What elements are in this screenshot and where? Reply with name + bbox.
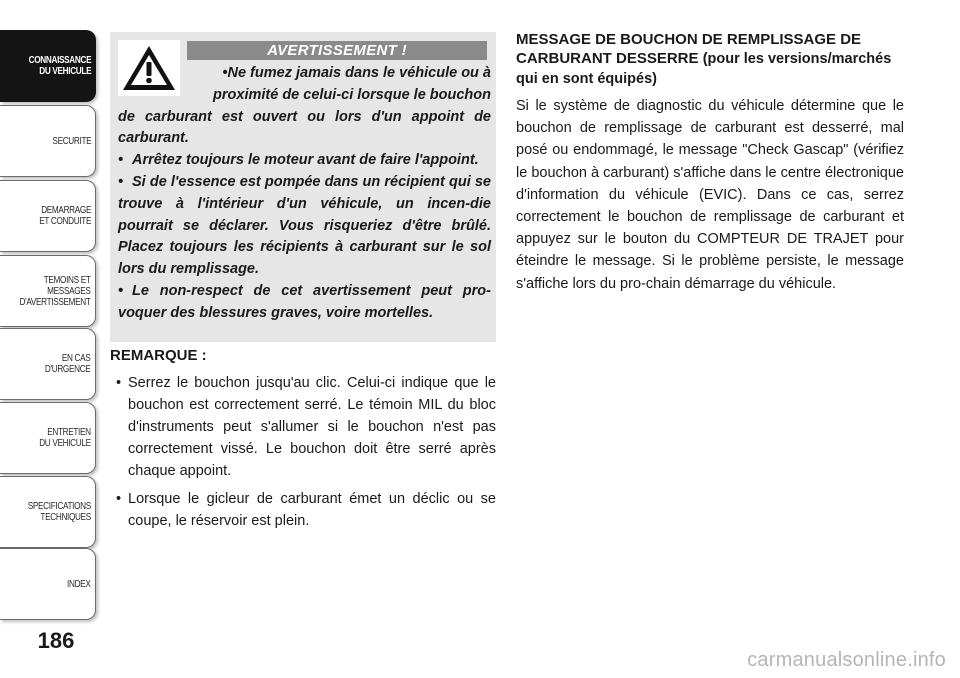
note-item: • Serrez le bouchon jusqu'au clic. Celui-ci indique que le bouchon est correctement serré. Le témoin MIL du bloc d'instruments peut s'allumer si le bouchon n'est pas correctement vissé. Le bouchon doit être serré après chaque appoint. [110, 372, 496, 482]
chapter-sidebar [0, 0, 100, 678]
warning-item-1-line-1: •Ne fumez jamais dans le véhicule ou à [118, 63, 491, 85]
note-title: REMARQUE : [110, 347, 207, 364]
warning-text [118, 63, 491, 325]
tab-temoins-et-messages[interactable] [0, 255, 96, 327]
tab-label: TEMOINS ET MESSAGES D'AVERTISSEMENT [19, 274, 91, 308]
bullet: • [118, 152, 124, 169]
bullet: • [116, 491, 122, 507]
tab-specifications-techniques[interactable] [0, 476, 96, 548]
note-list [110, 372, 496, 538]
warning-box [110, 32, 496, 342]
bullet: • [116, 375, 122, 391]
page-number: 186 [37, 628, 75, 653]
tab-connaissance-du-vehicule[interactable] [0, 30, 96, 102]
note-item: • Lorsque le gicleur de carburant émet un déclic ou se coupe, le réservoir est plein. [110, 488, 496, 532]
tab-label: EN CAS D'URGENCE [45, 353, 91, 375]
bullet: • [118, 282, 124, 299]
bullet: • [222, 65, 228, 81]
tab-label: ENTRETIEN DU VEHICULE [39, 427, 91, 449]
warning-item-4: • Le non-respect de cet avertissement peut pro-voquer des blessures graves, voire mortelles. [118, 282, 491, 321]
tab-index[interactable] [0, 548, 96, 620]
tab-label: CONNAISSANCE DU VEHICULE [28, 55, 91, 77]
warning-item-1-line-2: proximité de celui-ci lorsque le bouchon [213, 86, 491, 103]
tab-entretien-du-vehicule[interactable] [0, 402, 96, 474]
tab-label: SECURITE [52, 135, 91, 147]
watermark: carmanualsonline.info [747, 649, 946, 671]
tab-demarrage-et-conduite[interactable] [0, 180, 96, 252]
section-body: Si le système de diagnostic du véhicule détermine que le bouchon de remplissage de carburant est desserré, mal posé ou endommagé, le message "Check Gascap" (vérifiez le bouchon à carburant) s'affiche dans le centre électronique d'information du véhicule (EVIC). Dans ce cas, serrez correctement le bouchon de remplissage de carburant et appuyez sur le bouton du COMPTEUR DE TRAJET pour éteindre le message. Si le problème persiste, le message s'affiche lors du pro-chain démarrage du véhicule. [516, 98, 904, 292]
section-heading: MESSAGE DE BOUCHON DE REMPLISSAGE DE CARBURANT DESSERRE (pour les versions/marchés qui en sont équipés) [516, 31, 892, 87]
tab-label: SPECIFICATIONS TECHNIQUES [27, 501, 91, 523]
gascap-message-section [516, 30, 904, 295]
tab-label: INDEX [67, 578, 91, 590]
tab-label: DEMARRAGE ET CONDUITE [39, 205, 91, 227]
warning-item-3: • Si de l'essence est pompée dans un récipient qui se trouve à l'intérieur d'un véhicule, un incen-die pourrait se déclarer. Vous risqueriez d'être brûlé. Placez toujours les récipients à carburant sur le sol lors du remplissage. [118, 173, 491, 278]
warning-header: AVERTISSEMENT ! [187, 41, 487, 60]
tab-securite[interactable] [0, 105, 96, 177]
section-heading-suffix: (pour les versions/marchés qui en sont équipés) [516, 51, 892, 87]
warning-item-2: • Arrêtez toujours le moteur avant de faire l'appoint. [118, 150, 491, 172]
tab-en-cas-d-urgence[interactable] [0, 328, 96, 400]
warning-item-1-line-3: de carburant est ouvert ou lors d'un appoint de carburant. [118, 108, 491, 147]
bullet: • [118, 173, 124, 190]
